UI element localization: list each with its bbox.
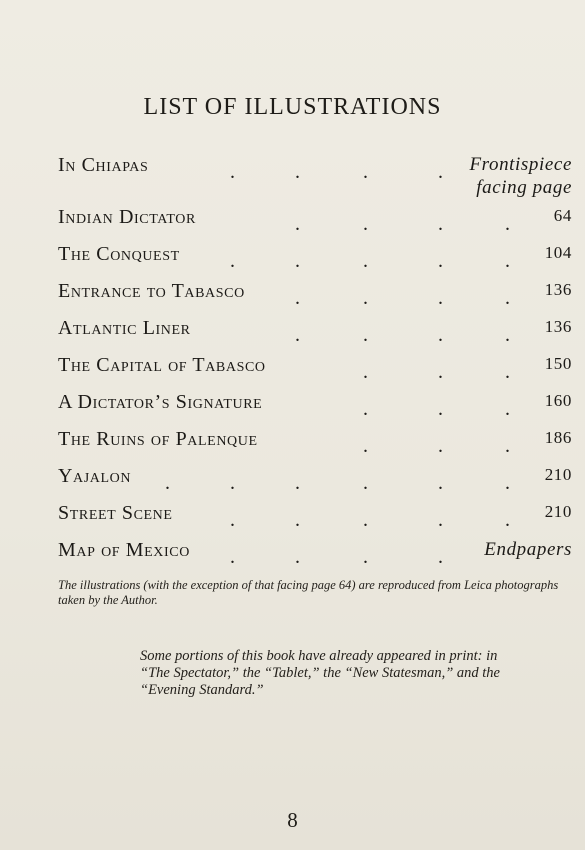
leader-dot: . xyxy=(505,509,511,531)
illustration-entry xyxy=(58,313,572,350)
leader-dot: . xyxy=(165,472,171,494)
facing-page-label: facing page xyxy=(476,177,572,198)
illustration-page: 136 xyxy=(544,280,572,299)
leader-dot: . xyxy=(295,250,301,272)
illustration-entry xyxy=(58,387,572,424)
illustration-entry xyxy=(58,239,572,276)
leader-dot: . xyxy=(295,324,301,346)
illustration-page: 150 xyxy=(544,354,572,373)
page-title: LIST OF ILLUSTRATIONS xyxy=(143,94,442,120)
leader-dot: . xyxy=(363,287,369,309)
illustration-entry xyxy=(58,276,572,313)
illustration-entry xyxy=(58,150,572,198)
leader-dot: . xyxy=(505,250,511,272)
illustration-entry xyxy=(58,461,572,498)
leader-dot: . xyxy=(230,250,236,272)
leader-dot: . xyxy=(230,509,236,531)
leader-dot: . xyxy=(363,324,369,346)
leader-dot: . xyxy=(438,213,444,235)
leader-dot: . xyxy=(505,213,511,235)
leader-dot: . xyxy=(363,472,369,494)
leader-dot: . xyxy=(295,213,301,235)
leader-dot: . xyxy=(363,546,369,568)
illustration-page: 160 xyxy=(544,391,572,410)
leader-dot: . xyxy=(438,161,444,183)
illustration-entry xyxy=(58,202,572,239)
leader-dot: . xyxy=(363,213,369,235)
leader-dot: . xyxy=(363,509,369,531)
leader-dot: . xyxy=(438,361,444,383)
illustration-page: Endpapers xyxy=(484,539,572,560)
leader-dot: . xyxy=(363,250,369,272)
leader-dot: . xyxy=(505,361,511,383)
illustration-title: In Chiapas xyxy=(58,154,149,176)
illustrations-list xyxy=(58,150,572,572)
page-number: 8 xyxy=(287,808,298,832)
illustration-title: The Conquest xyxy=(58,243,180,265)
illustration-title: Atlantic Liner xyxy=(58,317,191,339)
illustration-entry xyxy=(58,350,572,387)
leader-dot: . xyxy=(363,361,369,383)
leader-dot: . xyxy=(438,435,444,457)
illustration-page: 136 xyxy=(544,317,572,336)
leader-dot: . xyxy=(438,324,444,346)
illustration-title: A Dictator’s Signature xyxy=(58,391,263,413)
illustration-page: 186 xyxy=(544,428,572,447)
leader-dot: . xyxy=(505,472,511,494)
leader-dot: . xyxy=(295,546,301,568)
leader-dot: . xyxy=(230,161,236,183)
leader-dot: . xyxy=(363,435,369,457)
illustration-title: Yajalon xyxy=(58,465,132,487)
leader-dot: . xyxy=(438,472,444,494)
illustration-page: Frontispiece xyxy=(469,154,572,175)
illustration-page: 210 xyxy=(544,502,572,521)
prior-publication-note: Some portions of this book have already appeared in print: in “The Spectator,” the “Tablet,” the “New Statesman,” and the “Evening Standard.” xyxy=(140,648,500,698)
illustration-title: Map of Mexico xyxy=(58,539,190,561)
leader-dot: . xyxy=(295,287,301,309)
illustrations-note: The illustrations (with the exception of that facing page 64) are reproduced from Leica photographs taken by the Author. xyxy=(58,578,559,607)
leader-dot: . xyxy=(363,398,369,420)
leader-dot: . xyxy=(505,435,511,457)
leader-dot: . xyxy=(230,546,236,568)
leader-dot: . xyxy=(295,472,301,494)
leader-dot: . xyxy=(505,398,511,420)
illustration-page: 210 xyxy=(544,465,572,484)
leader-dot: . xyxy=(363,161,369,183)
illustration-title: The Capital of Tabasco xyxy=(58,354,266,376)
leader-dot: . xyxy=(438,398,444,420)
illustration-entry xyxy=(58,535,572,572)
leader-dot: . xyxy=(505,287,511,309)
illustration-title: Entrance to Tabasco xyxy=(58,280,245,302)
illustration-title: Indian Dictator xyxy=(58,206,196,228)
illustration-entry xyxy=(58,498,572,535)
leader-dot: . xyxy=(230,472,236,494)
illustration-page: 64 xyxy=(553,206,572,225)
illustration-page: 104 xyxy=(544,243,572,262)
leader-dot: . xyxy=(295,509,301,531)
illustration-title: Street Scene xyxy=(58,502,173,524)
illustration-title: The Ruins of Palenque xyxy=(58,428,258,450)
leader-dot: . xyxy=(438,546,444,568)
leader-dot: . xyxy=(295,161,301,183)
leader-dot: . xyxy=(505,324,511,346)
illustration-entry xyxy=(58,424,572,461)
leader-dot: . xyxy=(438,287,444,309)
leader-dot: . xyxy=(438,250,444,272)
leader-dot: . xyxy=(438,509,444,531)
